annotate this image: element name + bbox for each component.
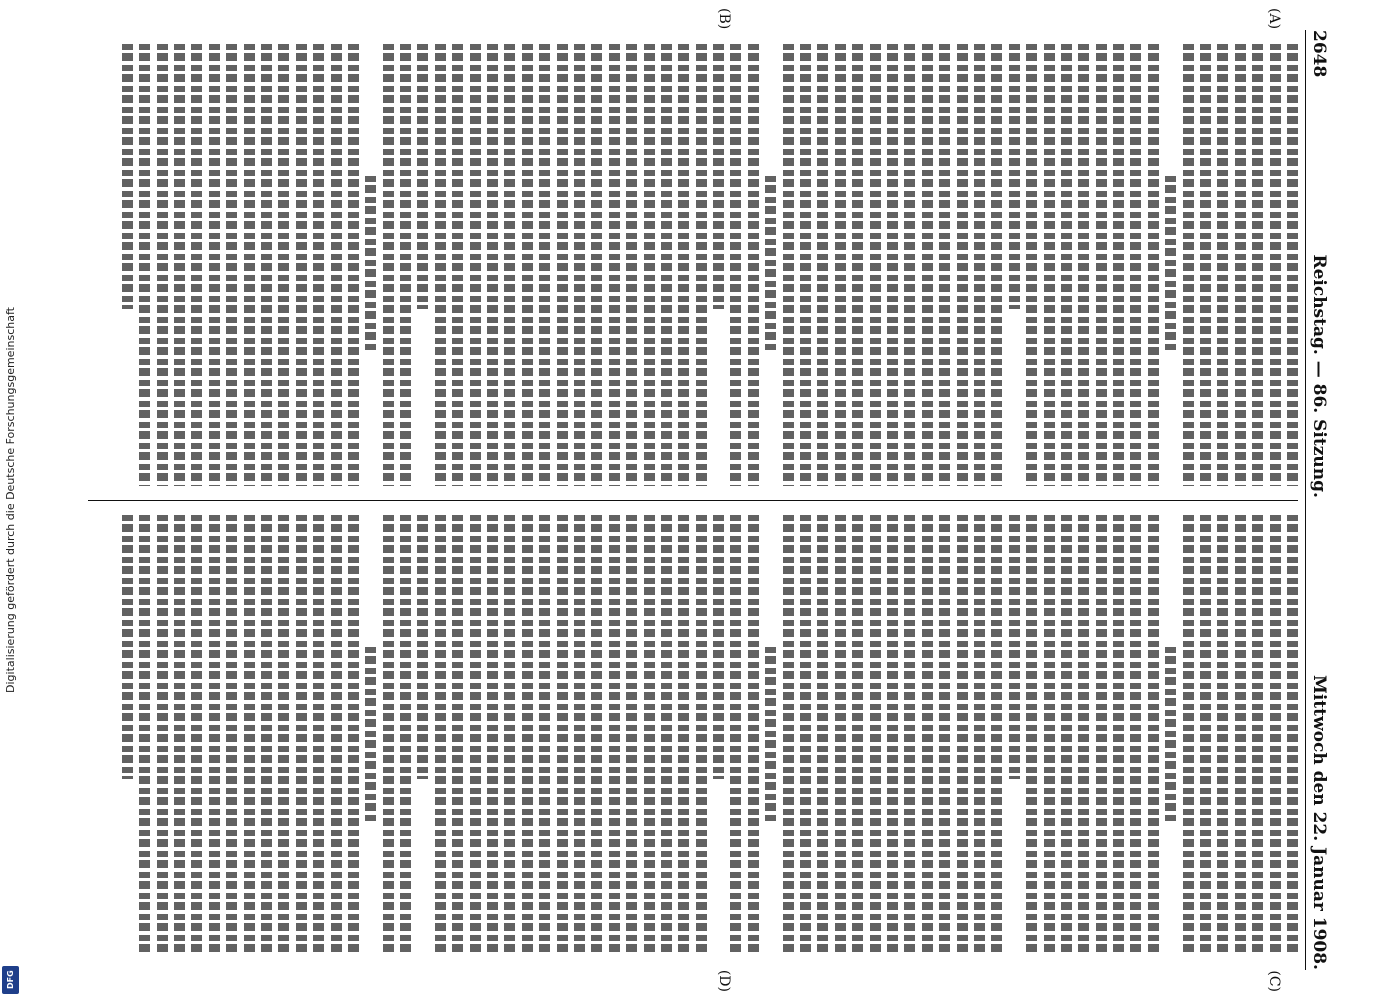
text-line bbox=[122, 515, 133, 780]
text-line bbox=[1009, 44, 1020, 309]
text-line bbox=[1200, 515, 1211, 957]
text-line bbox=[1148, 44, 1159, 486]
text-line bbox=[1113, 44, 1124, 486]
text-line bbox=[696, 44, 707, 486]
text-line bbox=[922, 515, 933, 957]
text-line bbox=[957, 515, 968, 957]
text-line bbox=[139, 44, 150, 486]
text-line bbox=[609, 515, 620, 957]
text-line bbox=[835, 44, 846, 486]
session-date: Mittwoch den 22. Januar 1908. bbox=[1309, 675, 1329, 970]
footer-strip bbox=[0, 0, 22, 1000]
text-line bbox=[574, 515, 585, 957]
text-line bbox=[1061, 44, 1072, 486]
text-line bbox=[783, 515, 794, 957]
text-line bbox=[1287, 44, 1298, 486]
text-line bbox=[887, 44, 898, 486]
text-line bbox=[174, 44, 185, 486]
text-line bbox=[504, 515, 515, 957]
text-line bbox=[678, 515, 689, 957]
text-line bbox=[1026, 44, 1037, 486]
text-line bbox=[1252, 44, 1263, 486]
text-line bbox=[487, 515, 498, 957]
text-line bbox=[417, 515, 428, 780]
text-line bbox=[470, 44, 481, 486]
text-line bbox=[939, 44, 950, 486]
session-title: Reichstag. — 86. Sitzung. bbox=[1309, 254, 1329, 498]
footer-credit: Digitalisierung gefördert durch die Deutsche Forschungsgemeinschaft bbox=[4, 307, 17, 693]
text-line bbox=[765, 176, 776, 353]
text-line bbox=[939, 515, 950, 957]
page-number: 2648 bbox=[1309, 30, 1329, 78]
text-line bbox=[661, 44, 672, 486]
text-line bbox=[122, 44, 133, 309]
text-line bbox=[296, 44, 307, 486]
text-line bbox=[904, 44, 915, 486]
left-column bbox=[88, 30, 1298, 501]
text-line bbox=[1009, 515, 1020, 780]
text-line bbox=[591, 44, 602, 486]
text-line bbox=[1078, 515, 1089, 957]
text-line bbox=[748, 44, 759, 486]
text-line bbox=[904, 515, 915, 957]
text-line bbox=[817, 44, 828, 486]
margin-mark-b: (B) bbox=[716, 8, 732, 30]
text-line bbox=[1026, 515, 1037, 957]
text-line bbox=[383, 44, 394, 486]
text-line bbox=[365, 647, 376, 824]
text-line bbox=[522, 515, 533, 957]
rotated-newspaper-page bbox=[82, 8, 1332, 992]
text-line bbox=[383, 515, 394, 957]
text-line bbox=[452, 44, 463, 486]
text-line bbox=[748, 515, 759, 957]
text-line bbox=[1044, 515, 1055, 957]
right-column bbox=[88, 501, 1298, 971]
text-line bbox=[331, 44, 342, 486]
text-line bbox=[278, 44, 289, 486]
text-line bbox=[765, 647, 776, 824]
text-line bbox=[731, 44, 742, 486]
text-line bbox=[609, 44, 620, 486]
text-line bbox=[644, 515, 655, 957]
text-line bbox=[435, 44, 446, 486]
text-line bbox=[626, 44, 637, 486]
text-line bbox=[261, 44, 272, 486]
text-line bbox=[713, 515, 724, 780]
text-line bbox=[261, 515, 272, 957]
text-line bbox=[696, 515, 707, 957]
text-line bbox=[800, 515, 811, 957]
text-line bbox=[417, 44, 428, 309]
text-line bbox=[1270, 44, 1281, 486]
running-head bbox=[1305, 30, 1332, 970]
text-line bbox=[731, 515, 742, 957]
text-line bbox=[1096, 515, 1107, 957]
text-line bbox=[435, 515, 446, 957]
text-line bbox=[974, 44, 985, 486]
text-line bbox=[1217, 44, 1228, 486]
text-line bbox=[817, 515, 828, 957]
text-line bbox=[800, 44, 811, 486]
text-line bbox=[522, 44, 533, 486]
text-line bbox=[139, 515, 150, 957]
text-line bbox=[870, 515, 881, 957]
text-line bbox=[278, 515, 289, 957]
text-columns bbox=[88, 30, 1298, 970]
text-line bbox=[1130, 44, 1141, 486]
text-line bbox=[191, 44, 202, 486]
text-line bbox=[626, 515, 637, 957]
text-line bbox=[991, 515, 1002, 957]
margin-mark-c: (C) bbox=[1266, 970, 1282, 992]
text-line bbox=[1165, 647, 1176, 824]
text-line bbox=[157, 515, 168, 957]
text-line bbox=[1252, 515, 1263, 957]
text-line bbox=[209, 44, 220, 486]
text-line bbox=[191, 515, 202, 957]
text-line bbox=[991, 44, 1002, 486]
text-line bbox=[922, 44, 933, 486]
text-line bbox=[244, 44, 255, 486]
text-line bbox=[226, 44, 237, 486]
text-line bbox=[174, 515, 185, 957]
text-line bbox=[1044, 44, 1055, 486]
text-line bbox=[400, 515, 411, 957]
text-line bbox=[1270, 515, 1281, 957]
text-line bbox=[591, 515, 602, 957]
text-line bbox=[557, 44, 568, 486]
text-line bbox=[644, 44, 655, 486]
text-line bbox=[331, 515, 342, 957]
text-line bbox=[296, 515, 307, 957]
text-line bbox=[1113, 515, 1124, 957]
text-line bbox=[1235, 44, 1246, 486]
text-line bbox=[1183, 515, 1194, 957]
text-line bbox=[678, 44, 689, 486]
text-line bbox=[661, 515, 672, 957]
margin-mark-a: (A) bbox=[1266, 8, 1282, 30]
text-line bbox=[974, 515, 985, 957]
text-line bbox=[870, 44, 881, 486]
text-line bbox=[713, 44, 724, 309]
text-line bbox=[1235, 515, 1246, 957]
text-line bbox=[835, 515, 846, 957]
text-line bbox=[957, 44, 968, 486]
text-line bbox=[574, 44, 585, 486]
text-line bbox=[348, 44, 359, 486]
text-line bbox=[348, 515, 359, 957]
text-line bbox=[1287, 515, 1298, 957]
text-line bbox=[852, 44, 863, 486]
dfg-logo: DFG bbox=[2, 966, 19, 994]
text-line bbox=[1130, 515, 1141, 957]
text-line bbox=[452, 515, 463, 957]
text-line bbox=[539, 44, 550, 486]
text-line bbox=[209, 515, 220, 957]
text-line bbox=[1200, 44, 1211, 486]
text-line bbox=[557, 515, 568, 957]
text-line bbox=[487, 44, 498, 486]
text-line bbox=[1183, 44, 1194, 486]
text-line bbox=[470, 515, 481, 957]
text-line bbox=[1148, 515, 1159, 957]
text-line bbox=[1217, 515, 1228, 957]
margin-mark-d: (D) bbox=[716, 969, 732, 992]
text-line bbox=[1061, 515, 1072, 957]
text-line bbox=[504, 44, 515, 486]
text-line bbox=[313, 44, 324, 486]
text-line bbox=[783, 44, 794, 486]
text-line bbox=[852, 515, 863, 957]
text-line bbox=[400, 44, 411, 486]
text-line bbox=[1096, 44, 1107, 486]
text-line bbox=[226, 515, 237, 957]
text-line bbox=[539, 515, 550, 957]
text-line bbox=[313, 515, 324, 957]
text-line bbox=[365, 176, 376, 353]
text-line bbox=[1078, 44, 1089, 486]
text-line bbox=[1165, 176, 1176, 353]
text-line bbox=[157, 44, 168, 486]
text-line bbox=[887, 515, 898, 957]
text-line bbox=[244, 515, 255, 957]
